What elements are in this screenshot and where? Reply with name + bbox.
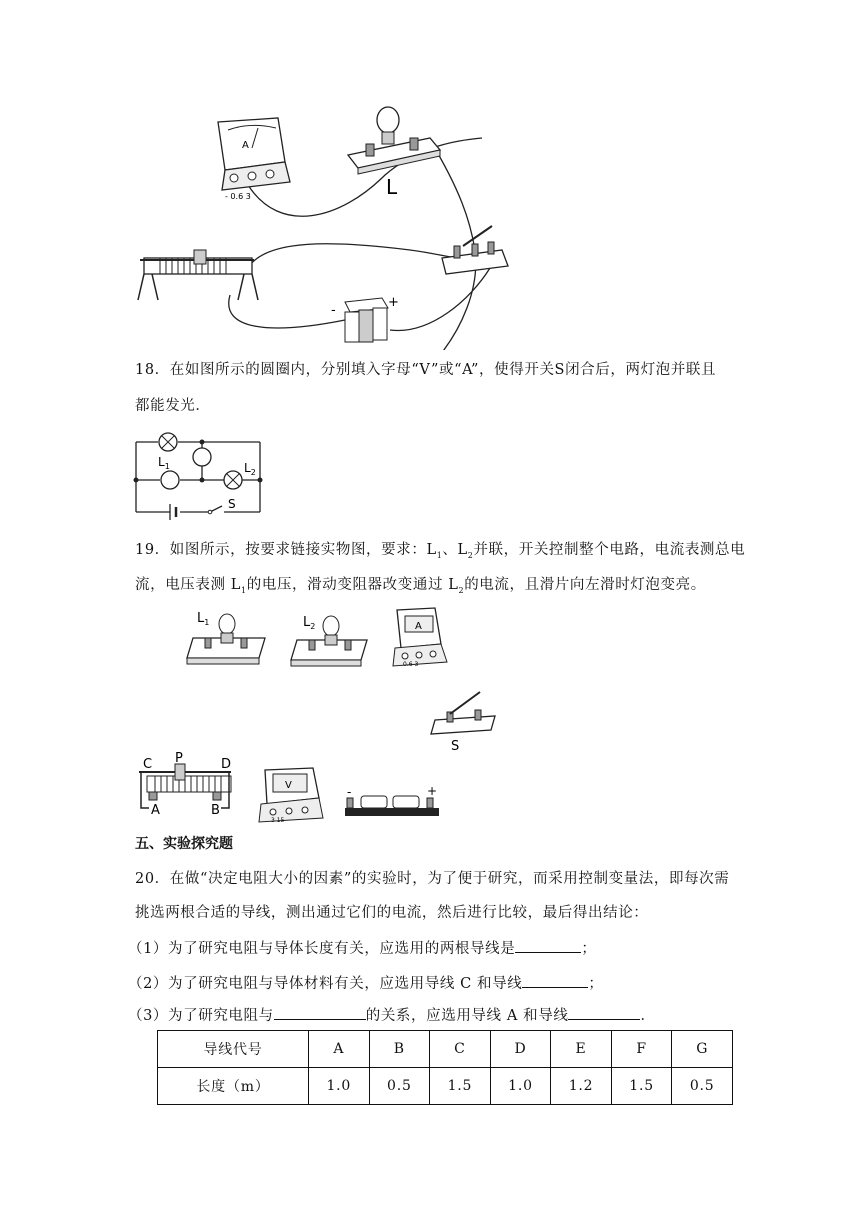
svg-text:B: B — [211, 803, 220, 818]
wire — [250, 244, 475, 265]
svg-text:L2: $L_2$ — [303, 615, 316, 631]
table-cell: 1.5 — [611, 1068, 672, 1105]
q20-part1: （1）为了研究电阻与导体长度有关，应选用的两根导线是 ； — [128, 938, 596, 959]
meter-circle-2[interactable] — [161, 471, 179, 489]
q18-L1-label: L — [158, 455, 165, 469]
svg-text:P: P — [175, 751, 183, 766]
table-cell: F — [611, 1031, 672, 1068]
answer-blank-1[interactable] — [515, 938, 581, 953]
table-cell: 长度（m） — [158, 1068, 309, 1105]
battery-device — [331, 295, 399, 342]
answer-blank-2[interactable] — [522, 973, 588, 988]
bulb-label: L — [386, 175, 398, 199]
lamp-L1-symbol — [159, 433, 177, 451]
bulb-L2 — [291, 615, 367, 666]
answer-blank-4[interactable] — [568, 1005, 640, 1020]
voltmeter-device — [259, 768, 323, 824]
table-row — [158, 1068, 733, 1105]
q18-text-line2: 都能发光． — [135, 398, 211, 414]
ammeter-device — [393, 608, 447, 668]
svg-text:+: + — [427, 784, 438, 798]
battery-symbol — [170, 504, 176, 520]
table-cell: A — [309, 1031, 370, 1068]
q20-text-line2: 挑选两根合适的导线，测出通过它们的电流，然后进行比较，最后得出结论： — [135, 905, 649, 921]
table-cell: 1.2 — [551, 1068, 612, 1105]
rheostat-CPDAB — [139, 751, 231, 818]
battery-plus: + — [388, 295, 399, 310]
table-cell: B — [369, 1031, 430, 1068]
battery-pack-device — [345, 784, 439, 816]
q18-circuit-diagram — [128, 428, 268, 524]
svg-text:-: - — [347, 785, 352, 799]
table-cell: G — [672, 1031, 733, 1068]
svg-text:L1: $L_1$ — [197, 611, 210, 627]
q18-S-label: S — [228, 497, 236, 511]
q19-components-figure — [135, 600, 515, 825]
table-cell: D — [490, 1031, 551, 1068]
lamp-L2-symbol — [224, 471, 242, 489]
ammeter-scale: - 0.6 3 — [225, 192, 251, 201]
table-cell: 0.5 — [369, 1068, 430, 1105]
q19-text-line2: 流，电压表测 $L_1$的电压，滑动变阻器改变通过 $L_2$的电流，且滑片向左滑时灯泡变亮。 — [135, 577, 706, 595]
svg-text:S: S — [451, 739, 460, 754]
meter-circle-1[interactable] — [193, 448, 211, 466]
svg-text:0.6 3: 0.6 3 — [403, 661, 419, 668]
answer-blank-3[interactable] — [274, 1005, 366, 1020]
svg-text:V: V — [285, 780, 292, 791]
wire — [229, 295, 345, 328]
section-heading: 五、实验探究题 — [135, 836, 233, 852]
svg-text:3 15: 3 15 — [271, 817, 285, 824]
table-cell: C — [430, 1031, 491, 1068]
table-cell: 1.0 — [490, 1068, 551, 1105]
switch-device — [431, 692, 495, 754]
wire — [430, 140, 476, 350]
table-header-row — [158, 1031, 733, 1068]
q18-L2-label: L — [244, 461, 251, 475]
table-cell: E — [551, 1031, 612, 1068]
svg-text:L2 — [244, 461, 256, 477]
svg-text:A: A — [415, 621, 422, 632]
switch-device — [442, 226, 508, 274]
table-cell: 0.5 — [672, 1068, 733, 1105]
ammeter-letter: A — [242, 140, 249, 151]
svg-text:C: C — [143, 757, 153, 772]
q20-text-line1: 20．在做“决定电阻大小的因素”的实验时，为了便于研究，而采用控制变量法，即每次需 — [135, 871, 730, 887]
svg-text:L1 — [158, 455, 170, 471]
table-cell: 导线代号 — [158, 1031, 309, 1068]
table-cell: 1.0 — [309, 1068, 370, 1105]
q20-part3: （3）为了研究电阻与 的关系，应选用导线 A 和导线 ． — [128, 1005, 656, 1026]
battery-minus: - — [331, 303, 336, 318]
q19-text-line1: 19．如图所示，按要求链接实物图，要求：$L_1$、$L_2$并联，开关控制整个电路，电流表测总电 — [135, 542, 746, 560]
q17-circuit-figure — [130, 100, 530, 350]
table-cell: 1.5 — [430, 1068, 491, 1105]
bulb-L1 — [187, 611, 265, 664]
q18-L2-sub: 2 — [250, 468, 256, 477]
svg-text:A: A — [151, 803, 160, 818]
wire-length-table — [157, 1030, 733, 1105]
q18-L1-sub: 1 — [164, 462, 170, 471]
bulb-L — [348, 107, 440, 199]
q18-text-line1: 18．在如图所示的圆圈内，分别填入字母“V”或“A”，使得开关S闭合后，两灯泡并联且 — [135, 362, 717, 378]
rheostat-device — [138, 250, 258, 300]
q20-part2: （2）为了研究电阻与导体材料有关，应选用导线 C 和导线 ； — [128, 973, 603, 994]
ammeter-device — [218, 118, 290, 201]
svg-text:D: D — [221, 757, 232, 772]
